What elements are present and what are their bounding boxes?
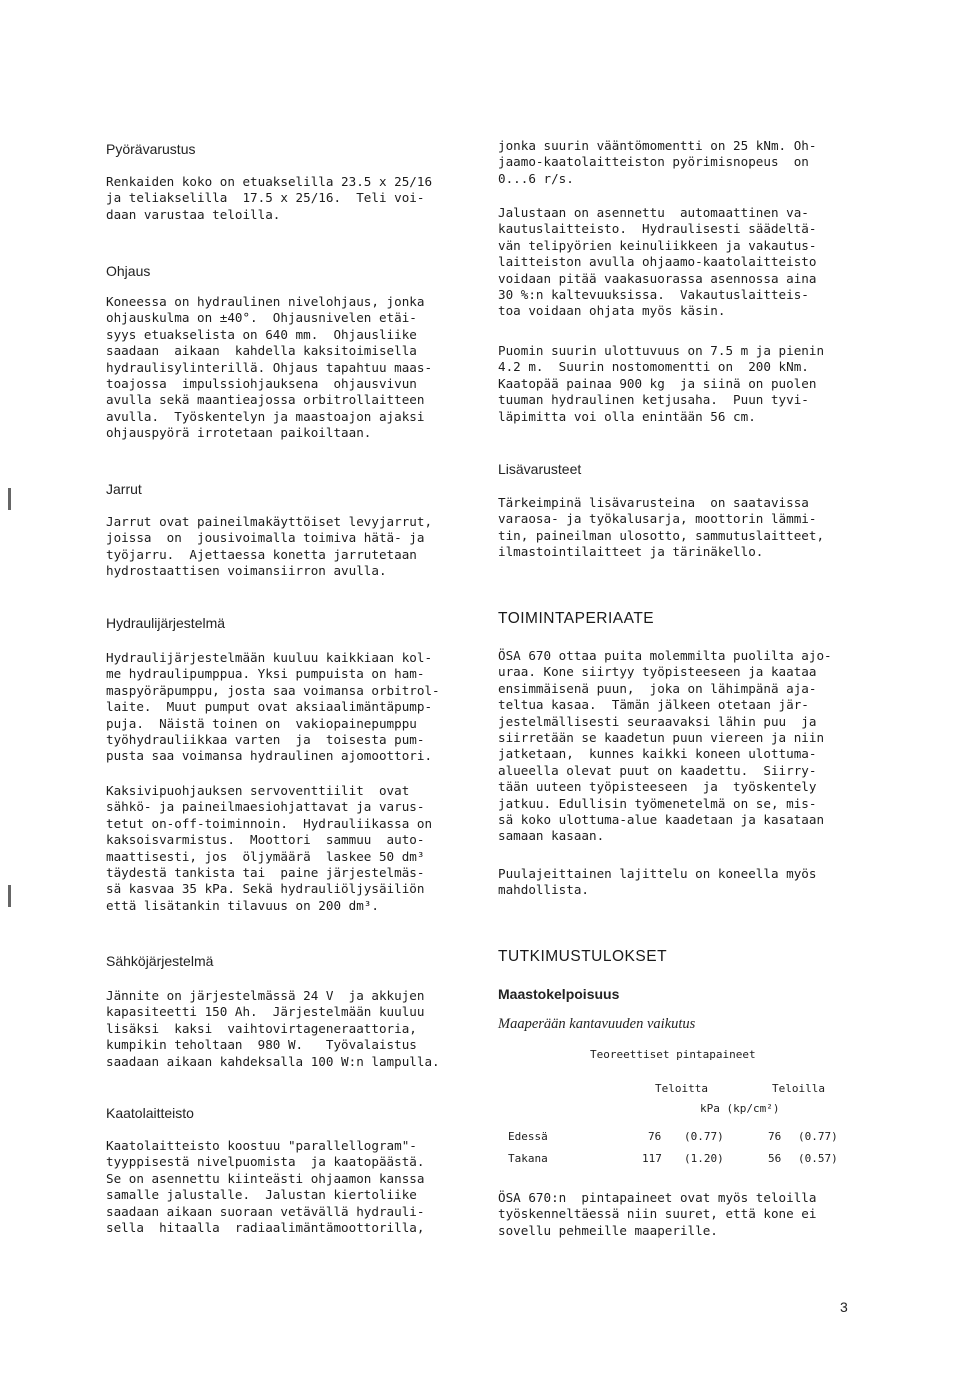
table-header-col1: Teloitta <box>655 1082 708 1095</box>
text-line: kaksoisvarmistus. Moottori sammuu auto- <box>106 832 425 848</box>
scan-mark <box>8 885 11 907</box>
continuation-text-3 <box>498 343 824 425</box>
text-line: 30 %:n kaltevuuksissa. Vakautuslaitteis- <box>498 287 809 303</box>
text-line: ilmastointilaitteet ja tärinäkello. <box>498 544 764 560</box>
text-line: ohjauspyörä irrotetaan paikoiltaan. <box>106 425 372 441</box>
text-line: että lisätankin tilavuus on 200 dm³. <box>106 897 379 913</box>
row-label: Edessä <box>508 1130 548 1143</box>
text-line: ÖSA 670:n pintapaineet ovat myös teloilla <box>498 1190 817 1205</box>
text-line: sähkö- ja paineilmaesiohjattavat ja varus- <box>106 799 425 815</box>
row-value: 56 <box>768 1152 782 1165</box>
text-line: jatkuu. Edullisin työmenetelmä on se, mis- <box>498 795 817 811</box>
table-header-col2: Teloilla <box>772 1082 825 1095</box>
text-line: daan varustaa teloilla. <box>106 206 281 222</box>
text-line: toajossa impulssiohjauksena ohjausvivun <box>106 376 417 392</box>
scan-mark <box>8 488 11 510</box>
text-line: kapasiteetti 150 Ah. Järjestelmään kuuluu <box>106 1004 425 1020</box>
text-line: Tärkeimpinä lisävarusteina on saatavissa <box>498 495 809 510</box>
text-line: toa voidaan ohjata myös käsin. <box>498 303 726 319</box>
text-line: teltua kasaa. Tämän jälkeen otetaan jär- <box>498 697 809 713</box>
text-line: ohjauskulma on ±40°. Ohjausnivelen etäi- <box>106 310 417 326</box>
text-line: Koneessa on hydraulinen nivelohjaus, jonka <box>106 294 425 309</box>
table-unit: kPa (kp/cm²) <box>700 1102 780 1115</box>
text-line: ja teliakselilla 17.5 x 25/16. Teli voi- <box>106 190 425 206</box>
hydrauli-text-1 <box>106 650 440 765</box>
text-line: kautuslaitteisto. Hydraulisesti säädeltä- <box>498 221 817 237</box>
text-line: tään uuteen työpisteeseen ja työskentely <box>498 779 817 795</box>
text-line: samalle jalustalle. Jalustan kiertoliike <box>106 1187 417 1203</box>
row-value: 76 <box>648 1130 662 1143</box>
text-line: tyyppisestä nivelpuomista ja kaatopäästä. <box>106 1154 425 1170</box>
pyoravarustus-text <box>106 174 432 223</box>
text-line: jonka suurin vääntömomentti on 25 kNm. Oh- <box>498 138 817 153</box>
text-line: hydraulisylinterillä. Ohjaus tapahtuu maas- <box>106 359 433 375</box>
heading-hydrauli: Hydraulijärjestelmä <box>106 615 226 631</box>
text-line: maattisesti, jos öljymäärä laskee 50 dm³ <box>106 848 425 864</box>
row-value: 117 <box>642 1152 662 1165</box>
text-line: läpimitta voi olla enintään 56 cm. <box>498 408 756 424</box>
text-line: saadaan aikaan kahdella kaksitoimisella <box>106 343 417 359</box>
text-line: pusta saa voimansa hydraulinen ajomoottori. <box>106 748 433 764</box>
text-line: työjarru. Ajettaessa konetta jarrutetaan <box>106 546 417 562</box>
text-line: ÖSA 670 ottaa puita molemmilta puolilta ajo- <box>498 648 832 663</box>
sahko-text <box>106 988 440 1070</box>
row-value: (0.57) <box>798 1152 838 1165</box>
text-line: Kaatolaitteisto koostuu "parallellogram"- <box>106 1138 417 1153</box>
text-line: Hydraulijärjestelmään kuuluu kaikkiaan kol- <box>106 650 433 665</box>
text-line: täydestä tankista tai paine järjestelmäs- <box>106 865 425 881</box>
text-line: laite. Muut pumput ovat aksiaalimäntäpump- <box>106 699 433 715</box>
text-line: Kaatopää painaa 900 kg ja siinä on puolen <box>498 375 817 391</box>
text-line: Renkaiden koko on etuakselilla 23.5 x 25/16 <box>106 174 433 189</box>
text-line: ensimmäisenä puun, joka on lähimpänä aja- <box>498 680 817 696</box>
text-line: sä koko ulottuma-alue kaadetaan ja kasataan <box>498 812 825 828</box>
row-value: (0.77) <box>684 1130 724 1143</box>
text-line: avulla. Työskentelyn ja maastoajon ajaksi <box>106 408 425 424</box>
text-line: vän telipyörien keinuliikkeen ja vakautus- <box>498 237 817 253</box>
subheading-maapera: Maaperään kantavuuden vaikutus <box>498 1016 696 1032</box>
text-line: 0...6 r/s. <box>498 170 574 186</box>
text-line: siirretään se kaadetun puun viereen ja niin <box>498 730 825 746</box>
text-line: kumpikin teholtaan 980 W. Työvalaistus <box>106 1037 417 1053</box>
text-line: Jännite on järjestelmässä 24 V ja akkujen <box>106 988 425 1003</box>
text-line: Se on asennettu kiinteästi ohjaamon kanssa <box>106 1170 425 1186</box>
heading-toimintaperiaate: TOIMINTAPERIAATE <box>498 610 655 627</box>
heading-jarrut: Jarrut <box>106 481 142 497</box>
text-line: jatketaan, kunnes kaikki koneen ulottuma- <box>498 746 817 762</box>
heading-sahko: Sähköjärjestelmä <box>106 953 214 969</box>
row-value: (0.77) <box>798 1130 838 1143</box>
text-line: hydrostaattisen voimansiirron avulla. <box>106 563 387 579</box>
heading-tutkimustulokset: TUTKIMUSTULOKSET <box>498 948 668 965</box>
text-line: puja. Näistä toinen on vakiopainepumppu <box>106 715 417 731</box>
text-line: tin, paineilman ulosotto, sammutuslaitteet, <box>498 527 825 543</box>
text-line: tetut on-off-toiminnoin. Hydrauliikassa on <box>106 815 433 831</box>
text-line: lisäksi kaksi vaihtovirtageneraattoria, <box>106 1020 417 1036</box>
row-label: Takana <box>508 1152 548 1165</box>
heading-lisavarusteet: Lisävarusteet <box>498 461 582 477</box>
text-line: Jalustaan on asennettu automaattinen va- <box>498 205 809 220</box>
toimintaperiaate-text <box>498 648 832 845</box>
toimintaperiaate-text-2 <box>498 866 816 899</box>
text-line: sella hitaalla radiaalimäntämoottorilla, <box>106 1220 425 1236</box>
text-line: jaamo-kaatolaitteiston pyörimisnopeus on <box>498 154 809 170</box>
text-line: Puomin suurin ulottuvuus on 7.5 m ja pienin <box>498 343 825 358</box>
row-value: 76 <box>768 1130 782 1143</box>
text-line: 4.2 m. Suurin nostomomentti on 200 kNm. <box>498 359 809 375</box>
table-title: Teoreettiset pintapaineet <box>590 1048 756 1061</box>
text-line: jestelmällisesti seuraavaksi lähin puu ja <box>498 713 817 729</box>
text-line: Jarrut ovat paineilmakäyttöiset levyjarrut, <box>106 514 433 529</box>
ohjaus-text <box>106 294 432 442</box>
heading-kaato: Kaatolaitteisto <box>106 1105 194 1121</box>
page-number: 3 <box>840 1299 848 1315</box>
text-line: työskenneltäessä niin suuret, että kone ei <box>498 1206 817 1222</box>
text-line: me hydraulipumppua. Yksi pumpuista on ham- <box>106 666 425 682</box>
text-line: maspyöräpumppu, josta saa voimansa orbitrol- <box>106 682 440 698</box>
tutkimus-after-text <box>498 1190 816 1239</box>
jarrut-text <box>106 514 432 580</box>
text-line: mahdollista. <box>498 882 589 898</box>
continuation-text-1 <box>498 138 816 187</box>
text-line: uraa. Kone siirtyy työpisteeseen ja kaataa <box>498 664 817 680</box>
text-line: saadaan aikaan suoraan vetävällä hydrauli- <box>106 1203 425 1219</box>
text-line: laitteiston avulla ohjaamo-kaatolaitteisto <box>498 254 817 270</box>
row-value: (1.20) <box>684 1152 724 1165</box>
heading-maastokelpoisuus: Maastokelpoisuus <box>498 986 620 1002</box>
text-line: saadaan aikaan kahdeksalla 100 W:n lampulla. <box>106 1053 440 1069</box>
heading-ohjaus: Ohjaus <box>106 263 151 279</box>
text-line: sä kasvaa 35 kPa. Sekä hydrauliöljysäiliön <box>106 881 425 897</box>
text-line: samaan kasaan. <box>498 828 605 844</box>
continuation-text-2 <box>498 205 816 320</box>
kaato-text <box>106 1138 424 1236</box>
text-line: Puulajeittainen lajittelu on koneella myös <box>498 866 817 881</box>
text-line: tuuman hydraulinen ketjusaha. Puun tyvi- <box>498 392 809 408</box>
hydrauli-text-2 <box>106 783 432 914</box>
lisavarusteet-text <box>498 495 824 561</box>
text-line: Kaksivipuohjauksen servoventtiilit ovat <box>106 783 410 798</box>
text-line: voidaan pitää vaakasuorassa asennossa aina <box>498 270 817 286</box>
text-line: alueella olevat puut on kaadettu. Siirry- <box>498 762 817 778</box>
text-line: työhydrauliikkaa varten ja toisesta pum- <box>106 732 425 748</box>
heading-pyoravarustus: Pyörävarustus <box>106 141 196 157</box>
text-line: sovellu pehmeille maaperille. <box>498 1222 718 1238</box>
text-line: joissa on jousivoimalla toimiva hätä- ja <box>106 530 425 546</box>
text-line: syys etuakselista on 640 mm. Ohjausliike <box>106 326 417 342</box>
text-line: avulla sekä maantieajossa orbitrollaitteen <box>106 392 425 408</box>
text-line: varaosa- ja työkalusarja, moottorin lämmi- <box>498 511 817 527</box>
